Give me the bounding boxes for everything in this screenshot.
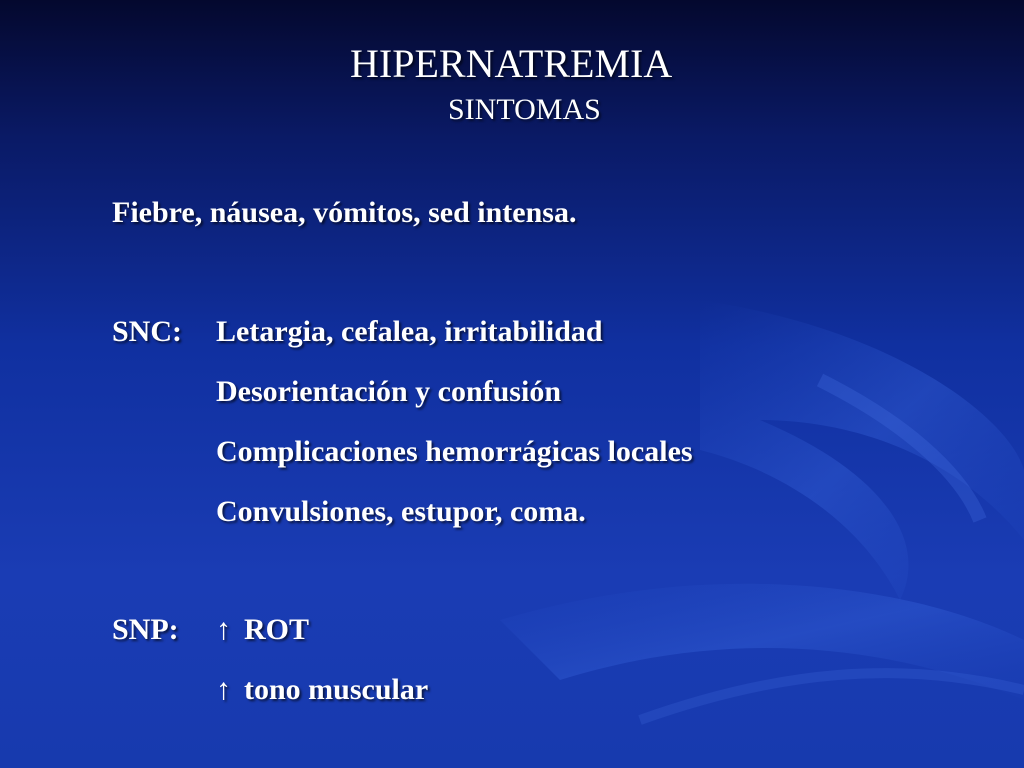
snp-item bbox=[216, 672, 428, 708]
snp-item bbox=[216, 612, 309, 648]
wave-shape bbox=[700, 300, 1024, 600]
snc-item: Desorientación y confusión bbox=[216, 375, 561, 408]
snc-item: Letargia, cefalea, irritabilidad bbox=[216, 315, 603, 348]
slide-subtitle: SINTOMAS bbox=[448, 93, 601, 126]
snc-label: SNC: bbox=[112, 315, 183, 348]
snc-item: Convulsiones, estupor, coma. bbox=[216, 495, 586, 528]
general-symptoms: Fiebre, náusea, vómitos, sed intensa. bbox=[112, 196, 577, 229]
snp-label: SNP: bbox=[112, 613, 179, 646]
snc-item: Complicaciones hemorrágicas locales bbox=[216, 435, 693, 468]
arrow-up-icon: ↑ bbox=[216, 613, 231, 646]
wave-shape bbox=[640, 673, 1024, 720]
slide-title: HIPERNATREMIA bbox=[350, 41, 673, 86]
arrow-up-icon: ↑ bbox=[216, 673, 231, 706]
snp-item-text: tono muscular bbox=[244, 673, 429, 706]
snp-item-text: ROT bbox=[244, 613, 310, 646]
